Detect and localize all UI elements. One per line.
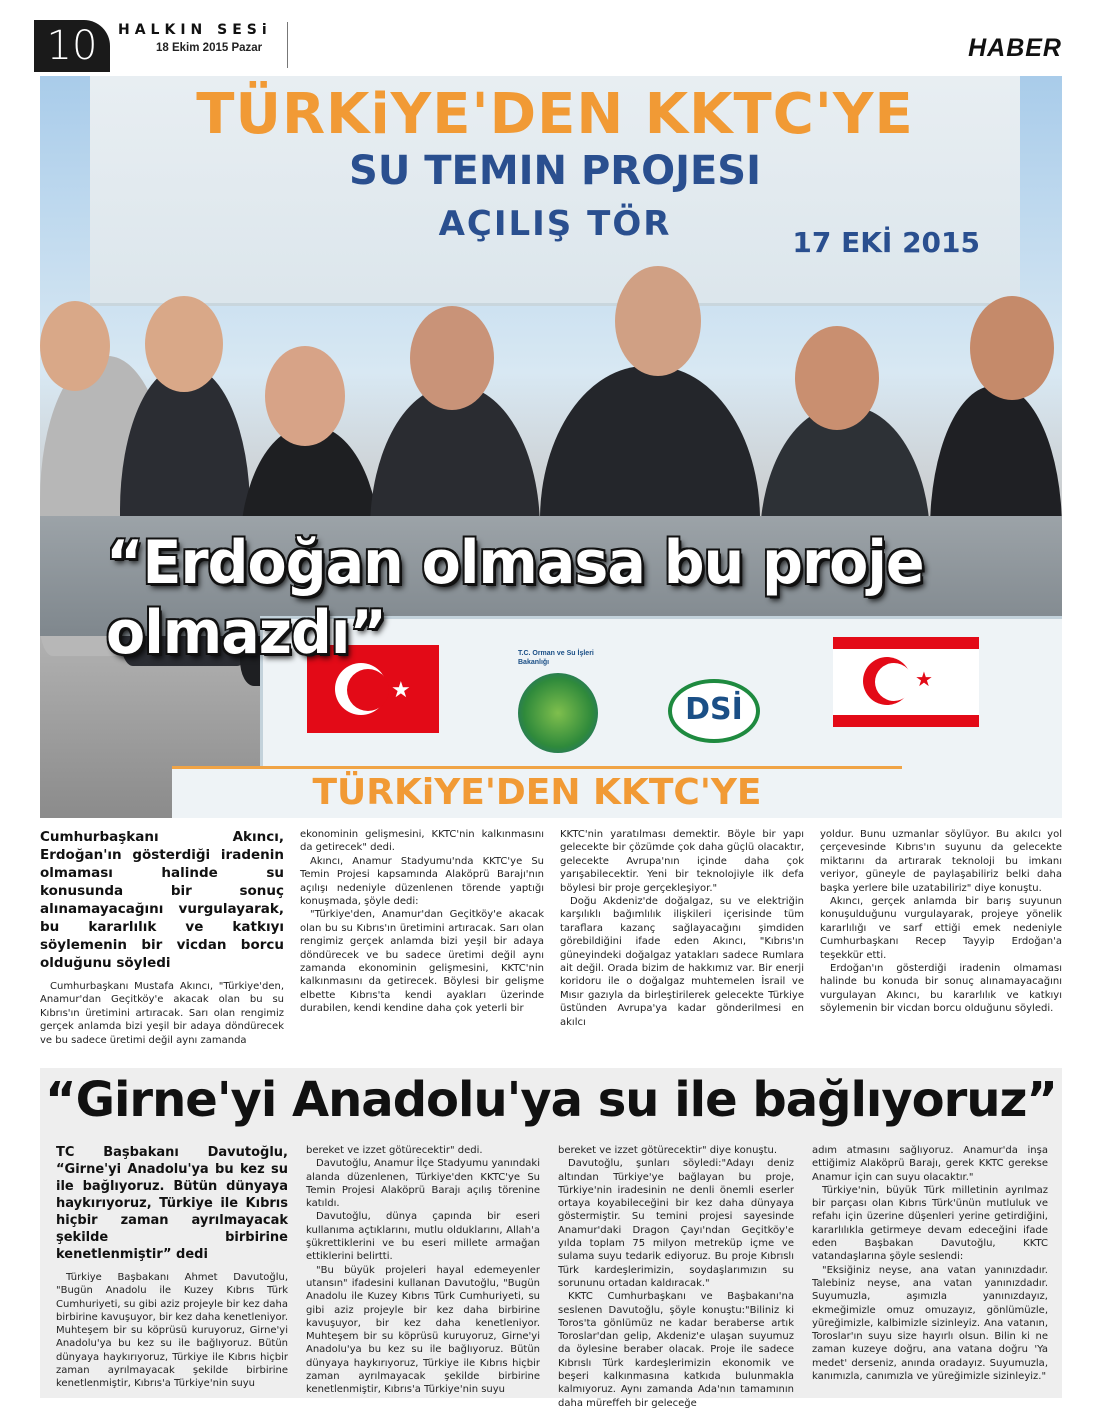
article-paragraph: KKTC'nin yaratılması demektir. Böyle bir yapı gelecekte bir çözümde çok daha güçlü olacaktır, gelecekte Avrupa'nın içinde daha çok yarışabilecektir. Yeni bir teknolojiyle ilk defa böylesi bir proje gerçekleşiyor."	[560, 829, 804, 894]
article-lead: TC Başbakanı Davutoğlu, “Girne'yi Anadolu'ya bu kez su ile bağlıyoruz. Bütün dünyaya haykırıyoruz, Türkiye ile Kıbrıs hiçbir zaman ayrılmayacak şekilde birbirine kenetlenmiştir” dedi	[56, 1145, 288, 1262]
ministry-logo-icon	[518, 649, 618, 779]
ministry-logo-caption: T.C. Orman ve Su İşleri Bakanlığı	[518, 650, 594, 666]
person-head	[145, 296, 223, 392]
kktc-flag-icon: ★	[833, 637, 979, 727]
board-bottom-strip: TÜRKiYE'DEN KKTC'YE	[172, 766, 902, 818]
article-column	[300, 828, 544, 1016]
article-paragraph: "Eksiğiniz neyse, ana vatan yanınızdadır. Talebiniz neyse, ana vatan yanınızdadır. Suyumuzla, aşımızla yanınızdayız, ekmeğimizle omuz omuzayız, gönlümüzle, yüreğimizle, kalbimizle sizinleyiz. Ana vatanın, Toroslar'ın suyu size hayırlı olsun. Bilin ki ne zaman kuzeye doğru, ana vatana doğru 'Ya medet' derseniz, anında oradayız. Suyumuzla, kanımızla, canımızla ve yüreğimizle sizinleyiz."	[812, 1264, 1048, 1383]
article-paragraph: ekonominin gelişmesini, KKTC'nin kalkınmasını da getirecek" dedi.	[300, 829, 544, 854]
person-head	[265, 346, 345, 446]
person-head	[615, 266, 701, 376]
dsi-logo-icon: DSİ	[668, 679, 760, 743]
article-column	[56, 1144, 288, 1391]
article-paragraph: Davutoğlu, Anamur İlçe Stadyumu yanındaki alanda düzenlenen, Türkiye'den KKTC'ye Su Temin Projesi Alaköprü Barajı açılış törenine katıldı.	[306, 1158, 540, 1210]
masthead	[118, 22, 288, 68]
main-headline: “Erdoğan olmasa bu proje olmazdı”	[106, 528, 924, 668]
person-head	[40, 301, 110, 391]
article-column	[560, 828, 804, 1029]
article-akinci	[40, 828, 1062, 1052]
banner-subtitle: SU TEMIN PROJESI	[349, 148, 761, 194]
article-davutoglu	[40, 1068, 1062, 1409]
article-paragraph: Erdoğan'ın gösterdiği iradenin olmaması halinde bu konuda bir sonuç alınamayacağını vurgulayan Akıncı, bu kararlılık ve katkıyı söylemenin bir vicdan borcu olduğunu söyledi.	[820, 963, 1062, 1015]
article-paragraph: Davutoğlu, şunları söyledi:"Adayı deniz altından Türkiye'ye bağlayan bu proje, Türkiye'nin iradesinin ne denli önemli eserler ortaya koyabileceğini bir kez daha dünyaya göstermiştir. Su temini projesi sayesinde Anamur'daki Dragon Çayı'ndan Geçitköy'e yılda toplam 75 milyon metreküp içme ve sulama suyu tedarik ediyoruz. Bu proje Kıbrıslı Türk kardeşlerimizin, soydaşlarımızın su sorununu ortadan kaldıracak."	[558, 1158, 794, 1289]
banner-ceremony: AÇILIŞ TÖR	[438, 204, 672, 244]
article-paragraph: bereket ve izzet götürecektir" dedi.	[306, 1145, 483, 1156]
article-paragraph: Davutoğlu, dünya çapında bir eseri kullanıma açtıklarını, mutlu olduklarını, Allah'a şükrettiklerini ve bu eseri millete armağan ettiklerini belirtti.	[306, 1211, 540, 1263]
section-label: HABER	[968, 34, 1062, 62]
turkey-flag-icon: ★	[307, 645, 439, 733]
article-paragraph: Cumhurbaşkanı Mustafa Akıncı, "Türkiye'den, Anamur'dan Geçitköy'e akacak olan bu su Kıbrıs'ın üretimini artıracak. Sarı olan rengimiz gerçek anlamda bizi yeşil bir adaya döndürecek ve bu sadece üretimi değil aynı zamanda	[40, 981, 284, 1046]
issue-date: 18 Ekim 2015 Pazar	[156, 42, 263, 54]
ceremony-photo	[40, 76, 1062, 818]
article-column	[812, 1144, 1048, 1383]
article-paragraph: "Türkiye'den, Anamur'dan Geçitköy'e akacak olan bu su Kıbrıs'ın üretimini artıracak. Sarı olan rengimiz gerçek anlamda bizi yeşil bir adaya döndürecek ve bu sadece üretimi değil aynı zamanda ekonominin gelişmesini, KKTC'nin kalkınmasını da getirecek. Böylesi bir gelişme elbette Kıbrıs'ta kendi ayakları üzerinde durabilen, kendi kendine daha çok yeterli bir	[300, 909, 544, 1015]
article-lead: Cumhurbaşkanı Akıncı, Erdoğan'ın gösterdiği iradenin olmaması halinde su konusunda bir sonuç alınamayacağını vurgulayarak, bu kararlılık ve katkıyı söylemenin bir vicdan borcu olduğunu söyledi	[40, 829, 284, 971]
banner-date: 17 EKİ 2015	[792, 226, 980, 259]
article-column	[306, 1144, 540, 1397]
second-headline: “Girne'yi Anadolu'ya su ile bağlıyoruz”	[45, 1072, 1057, 1128]
article-paragraph: Doğu Akdeniz'de doğalgaz, su ve elektriğin karşılıklı bağımlılık ilişkileri içerisinde tüm taraflara kazanç sağlayacağını şimdiden görebildiğini ifade eden Akıncı, "Kıbrıs'ın güneyindeki doğalgaz yatakları sadece Rumlara ait değil. Orada bizim de hakkımız var. Bir enerji koridoru ile o doğalgaz muhtemelen İsrail ve Mısır gazıyla da birleştirilerek gelecekte Türkiye üstünden Avrupa'ya kadar gönderilmesi en akılcı	[560, 896, 804, 1028]
newspaper-name: HALKIN SESi	[118, 22, 272, 38]
article-paragraph: Akıncı, gerçek anlamda bir barış suyunun konuşulduğunu vurgulayarak, projeye yönelik kararlılığı ve sarf ettiği emek nedeniyle Cumhurbaşkanı Recep Tayyip Erdoğan'a teşekkür etti.	[820, 896, 1062, 961]
article-paragraph: yoldur. Bunu uzmanlar söylüyor. Bu akılcı yol çerçevesinde Kıbrıs'ın suyunu da gelecekte miktarını da artırarak teknoloji bu imkanı veriyor, güneyle de paylaşabiliriz belki daha başka yerlere bile uzatabiliriz" diye konuştu.	[820, 829, 1062, 894]
article-column	[820, 828, 1062, 1016]
article-paragraph: Türkiye Başbakanı Ahmet Davutoğlu, "Bugün Anadolu ile Kuzey Kıbrıs Türk Cumhuriyeti, su gibi aziz projeyle bir kez daha birbirine kavuşuyor, bir kez daha kenetleniyor. Muhteşem bir su köprüsü kuruyoruz, Girne'yi Anadolu'ya bu kez su ile bağlıyoruz. Bütün dünyaya haykırıyoruz, Türkiye ile Kıbrıs hiçbir zaman ayrılmayacak şekilde birbirine kenetlenmiştir, Kıbrıs'a Türkiye'nin suyu	[56, 1272, 288, 1390]
article-paragraph: KKTC Cumhurbaşkanı ve Başbakanı'na seslenen Davutoğlu, şöyle konuştu:"Biliniz ki Toros'ta gönlümüz ne kadar beraberse artık Toroslar'dan gelip, Akdeniz'e ulaşan suyumuz da öylesine beraber olacak. Proje ile sadece Kıbrıslı Türk kardeşlerimizin ekonomik ve beşeri kalkınmasına katkıda bulunmakla kalmıyoruz. Aynı zamanda Ada'nın tamamının daha müreffeh bir geleceğe	[558, 1291, 794, 1409]
article-paragraph: "Bu büyük projeleri hayal edemeyenler utansın" ifadesini kullanan Davutoğlu, "Bugün Anadolu ile Kuzey Kıbrıs Türk Cumhuriyeti, su gibi aziz projeyle bir kez daha birbirine kavuşuyor, bir kez daha kenetleniyor. Muhteşem bir su köprüsü kuruyoruz, Girne'yi Anadolu'ya bu kez su ile bağlıyoruz. Bütün dünyaya haykırıyoruz, Türkiye ile Kıbrıs hiçbir zaman ayrılmayacak şekilde birbirine kenetlenmiştir, Kıbrıs'a Türkiye'nin suyu	[306, 1264, 540, 1396]
person-head	[795, 326, 879, 430]
article-column	[558, 1144, 794, 1410]
article-paragraph: bereket ve izzet götürecektir" diye konuştu.	[558, 1145, 778, 1156]
article-column	[40, 828, 284, 1047]
person-head	[410, 306, 494, 410]
article-paragraph: Türkiye'nin, büyük Türk milletinin ayrılmaz bir parçası olan Kıbrıs Türk'ünün mutluluk ve refahı için üzerine düşenleri yerine getirdiğini, kararlılıkla getirmeye devam edeceğini ifade eden Başbakan Davutoğlu, KKTC vatandaşlarına şöyle seslendi:	[812, 1184, 1048, 1263]
person-head	[970, 296, 1054, 400]
article-paragraph: Akıncı, Anamur Stadyumu'nda KKTC'ye Su Temin Projesi kapsamında Alaköprü Barajı'nın açılışı nedeniyle düzenlenen törende yaptığı konuşmada, şöyle dedi:	[300, 855, 544, 908]
banner-title: TÜRKiYE'DEN KKTC'YE	[196, 82, 914, 147]
article-paragraph: adım atmasını sağlıyoruz. Anamur'da inşa ettiğimiz Alaköprü Barajı, gerek KKTC gerekse Anamur için can suyu olacaktır."	[812, 1145, 1048, 1183]
page-number: 10	[34, 20, 110, 72]
